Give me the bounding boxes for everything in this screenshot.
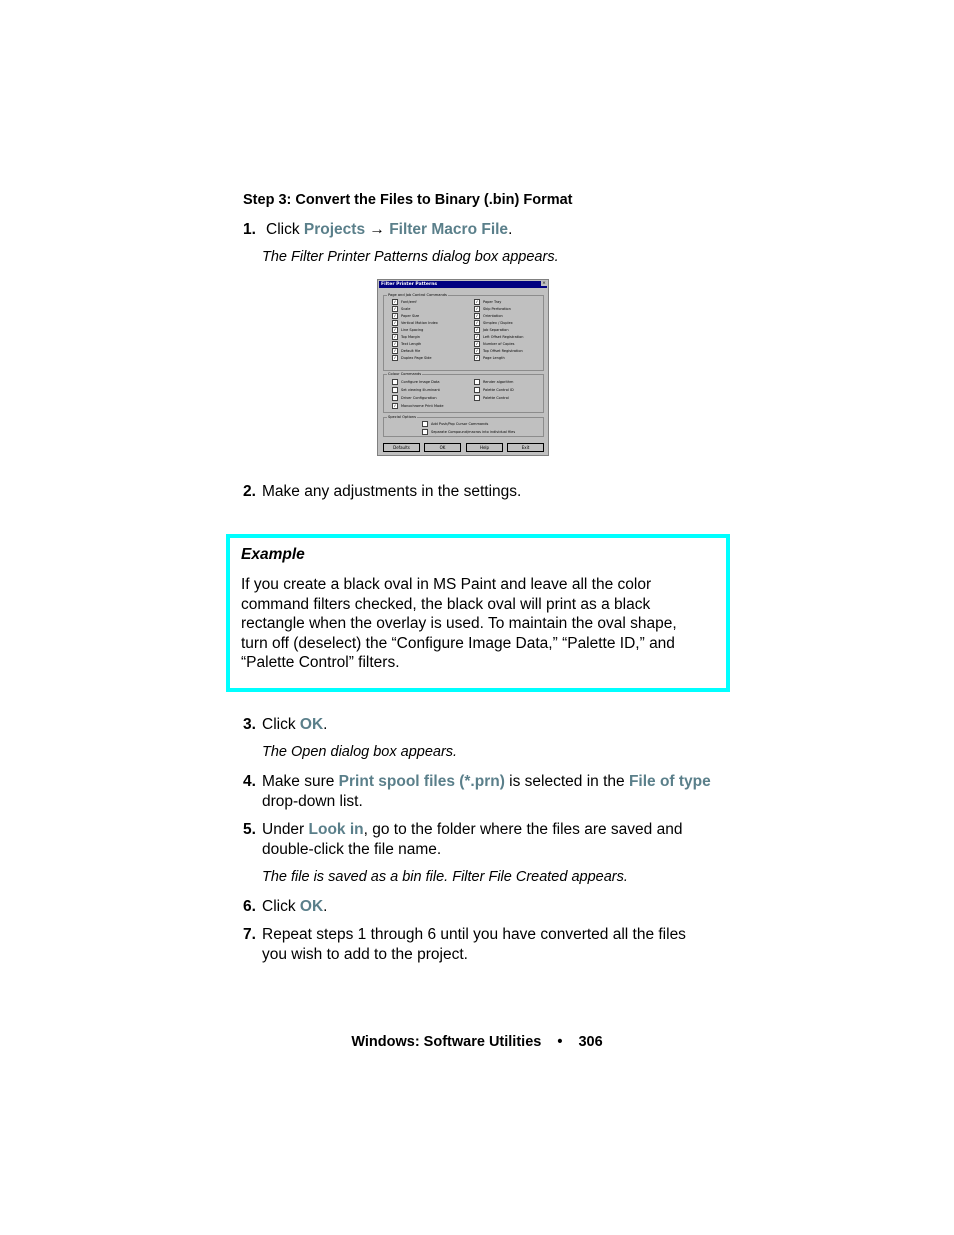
- filter-printer-patterns-dialog: [377, 279, 549, 456]
- step-number: 2.: [243, 483, 256, 500]
- checkbox: ✓ Vertical Motion Index: [393, 320, 438, 325]
- step-5: [0, 820, 954, 860]
- step-1: [0, 220, 954, 240]
- step-text-post: .: [508, 221, 513, 238]
- example-box: [226, 534, 730, 692]
- step-text: Make any adjustments in the settings.: [262, 483, 522, 500]
- page-number: 306: [578, 1034, 603, 1050]
- footer-bullet: •: [557, 1034, 563, 1050]
- checkbox: ✓ Monochrome Print Mode: [393, 403, 444, 408]
- step-text: Under Look in, go to the folder where the files are saved and double-click the file name.: [262, 821, 683, 858]
- example-line: “Palette Control” filters.: [241, 654, 400, 671]
- step-text: Make sure Print spool files (*.prn) is selected in the File of type drop-down list.: [262, 773, 711, 810]
- checkbox: Configure Image Data: [392, 379, 440, 385]
- step-text-pre: Click: [266, 221, 304, 238]
- checkbox: Render algorithm: [474, 379, 513, 385]
- ok-ref: OK: [299, 716, 324, 733]
- example-line: If you create a black oval in MS Paint and leave all the color: [241, 576, 652, 593]
- example-text: [241, 575, 721, 673]
- checkbox: ✓ Skip Perforation: [475, 306, 511, 311]
- checkbox: ✓ Paper Size: [393, 313, 420, 318]
- checkbox: ✓ Text Length: [393, 341, 422, 346]
- example-title: Example: [241, 546, 305, 563]
- look-in-ref: Look in: [308, 821, 364, 838]
- print-spool-files-ref: Print spool files (*.prn): [338, 773, 505, 790]
- defaults-button: Defaults: [383, 443, 420, 452]
- checkbox: ✓ Font/emf: [393, 299, 417, 304]
- step-text: [266, 220, 746, 240]
- dialog-title: Filter Printer Patterns: [379, 281, 547, 288]
- projects-menu: Projects: [303, 221, 366, 238]
- ok-ref: OK: [299, 898, 324, 915]
- note-open-dialog: The Open dialog box appears.: [262, 744, 458, 760]
- checkbox: Palette Control ID: [474, 387, 514, 393]
- checkbox: ✓ Duplex Page Side: [393, 355, 432, 360]
- group-title: Special Options: [388, 415, 416, 419]
- group-special: [383, 417, 544, 437]
- checkbox: Driver Configuration: [392, 395, 437, 401]
- group-title: Page and Job Control Commands: [388, 293, 447, 297]
- group-colour: [383, 374, 544, 413]
- note-dialog-appears: The Filter Printer Patterns dialog box appears.: [262, 249, 559, 265]
- group-title: Colour Commands: [388, 372, 422, 376]
- step-number: 7.: [243, 926, 256, 943]
- checkbox: ✓ Default file: [393, 348, 421, 353]
- exit-button: Exit: [507, 443, 544, 452]
- step-number: 6.: [243, 898, 256, 915]
- checkbox: ✓ Number of Copies: [475, 341, 515, 346]
- checkbox: ✓ Top Margin: [393, 334, 420, 339]
- checkbox: ✓ Orientation: [475, 313, 503, 318]
- checkbox: Add Push/Pop Cursor Commands: [422, 421, 488, 427]
- section-heading: Step 3: Convert the Files to Binary (.bin) Format: [243, 192, 573, 208]
- checkbox: ✓ Scale: [393, 306, 411, 311]
- step-number: 3.: [243, 716, 256, 733]
- checkbox: ✓ Page Length: [475, 355, 505, 360]
- page-footer: [0, 1034, 954, 1050]
- file-of-type-ref: File of type: [628, 773, 711, 790]
- step-number: 1.: [243, 221, 256, 238]
- group-page-job: [383, 295, 544, 371]
- checkbox: Palette Control: [474, 395, 509, 401]
- checkbox: Set viewing illuminant: [392, 387, 440, 393]
- help-button: Help: [466, 443, 503, 452]
- step-7: [0, 925, 954, 965]
- checkbox: ✓ Simplex / Duplex: [475, 320, 513, 325]
- checkbox: ✓ Top Offset Registration: [475, 348, 523, 353]
- close-icon: ×: [542, 281, 546, 286]
- arrow: →: [365, 221, 390, 238]
- checkbox: ✓ Left Offset Registration: [475, 334, 524, 339]
- step-number: 5.: [243, 821, 256, 838]
- checkbox: Separate Compound/macros into individual files: [422, 429, 515, 435]
- note-file-saved: The file is saved as a bin file. Filter File Created appears.: [262, 869, 628, 885]
- example-line: command filters checked, the black oval will print as a black: [241, 595, 651, 613]
- checkbox: ✓ Paper Tray: [475, 299, 502, 304]
- checkbox: ✓ Line Spacing: [393, 327, 424, 332]
- filter-macro-file-menu: Filter Macro File: [389, 221, 509, 238]
- step-text: Click OK.: [262, 716, 328, 733]
- step-6: [0, 897, 954, 917]
- example-line: rectangle when the overlay is used. To maintain the oval shape,: [241, 615, 677, 632]
- ok-button: OK: [424, 443, 461, 452]
- step-2: [0, 482, 954, 502]
- step-text: Repeat steps 1 through 6 until you have converted all the files you wish to add to the project.: [262, 926, 686, 963]
- footer-title: Windows: Software Utilities: [351, 1034, 542, 1050]
- example-line: turn off (deselect) the “Configure Image Data,” “Palette ID,” and: [241, 634, 675, 652]
- step-number: 4.: [243, 773, 256, 790]
- step-text: Click OK.: [262, 898, 328, 915]
- step-4: [0, 772, 954, 812]
- checkbox: ✓ Job Separation: [475, 327, 509, 332]
- step-3: [0, 715, 954, 735]
